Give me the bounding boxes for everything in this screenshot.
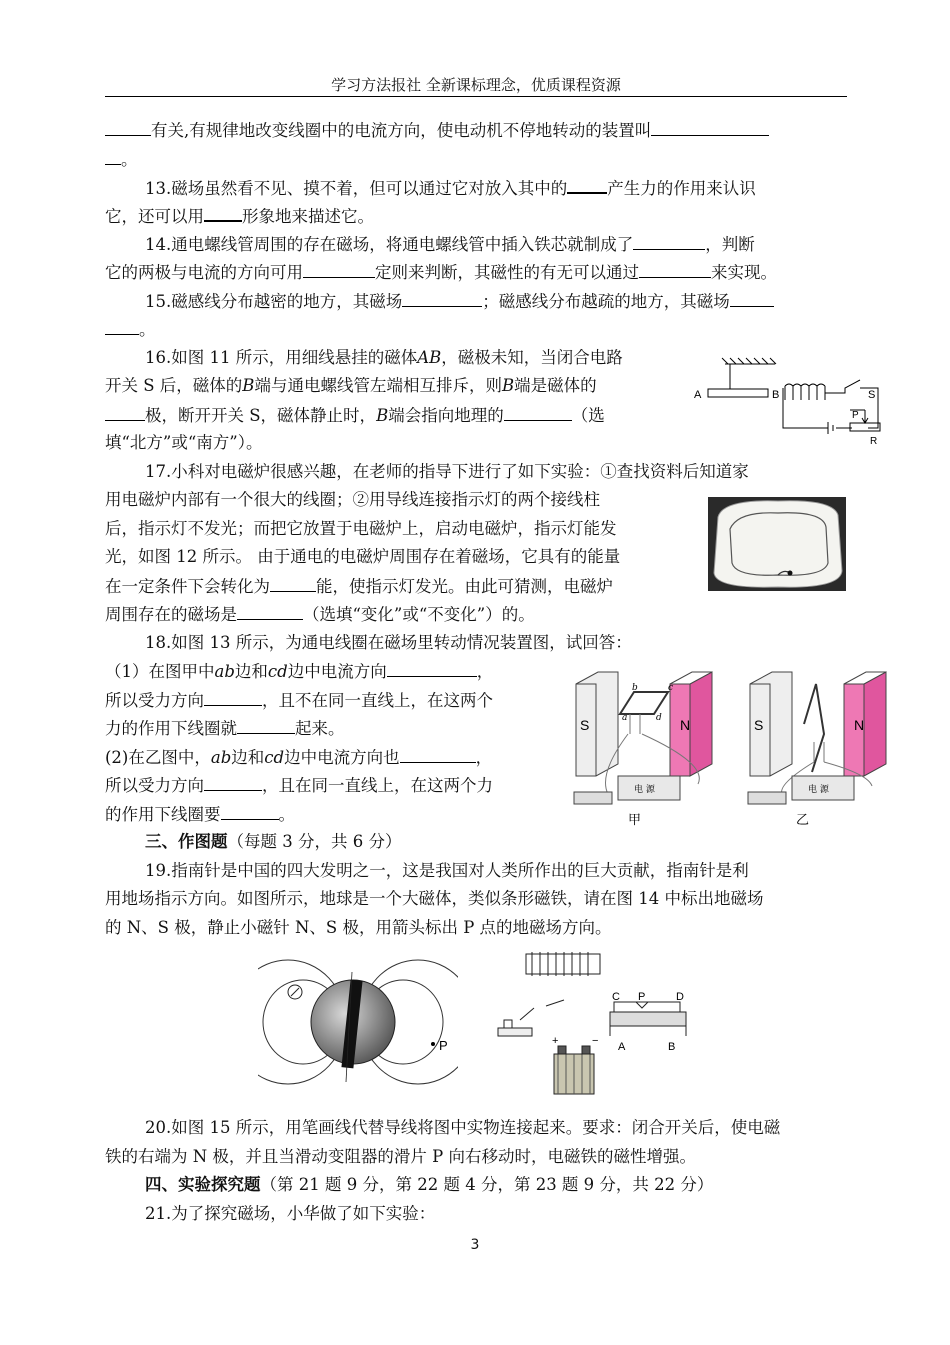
question-17-l4: [105, 546, 620, 568]
question-18-l5: [105, 746, 492, 769]
label-R: R: [870, 436, 878, 447]
text: 能，使指示灯发光。由此可猜测，电磁炉: [316, 577, 613, 596]
text: 14.通电螺线管周围的存在磁场，将通电螺线管中插入铁芯就制成了: [145, 235, 634, 254]
blank[interactable]: [504, 404, 572, 421]
fig15-P: P: [638, 991, 646, 1003]
text: ab: [210, 748, 232, 767]
text: （1）在图甲中: [105, 662, 215, 681]
blank[interactable]: [237, 603, 303, 620]
fig13-yi-power: 电 源: [808, 785, 829, 795]
text: 。: [278, 805, 295, 824]
fig13-yi-N: N: [854, 717, 865, 733]
fig13-yi-S: S: [754, 717, 764, 733]
question-17-l2: [105, 489, 600, 511]
text: ，: [476, 662, 494, 681]
text: 所以受力方向: [105, 776, 204, 795]
text: 光，如图 12 所示。 由于通电的电磁炉周围存在着磁场，它具有的能量: [105, 547, 621, 566]
text: 它，还可以用: [105, 207, 204, 226]
text: 力的作用下线圈就: [105, 719, 237, 738]
blank[interactable]: [651, 119, 769, 136]
line-2: [105, 148, 138, 171]
text: 后，指示灯不发光；而把它放置于电磁炉上，启动电磁炉，指示灯能发: [105, 519, 617, 538]
header-rule: [105, 96, 847, 97]
question-16-l4: [105, 432, 263, 454]
text: ，且不在同一直线上，在这两个: [262, 691, 493, 710]
question-20: [145, 1117, 780, 1139]
question-15-cont: [105, 318, 156, 341]
question-19-l3: [105, 917, 612, 939]
text: 20.如图 15 所示，用笔画线代替导线将图中实物连接起来。要求：闭合开关后，使电磁: [145, 1118, 781, 1137]
question-17-l3: [105, 518, 617, 540]
question-16-l3: [105, 404, 605, 427]
text: (2)在乙图中，: [105, 748, 211, 767]
text: cd: [267, 662, 288, 681]
text: 端会指向地理的: [388, 406, 504, 425]
fig13-b: b: [632, 683, 638, 693]
text: 定则来判断，其磁性的有无可以通过: [375, 263, 639, 282]
text: 用地场指示方向。如图所示，地球是一个大磁体，类似条形磁铁，请在图 14 中标出地磁场: [105, 889, 764, 908]
label-P: P: [852, 410, 859, 421]
fig13-label-yi: 乙: [796, 813, 810, 828]
blank[interactable]: [730, 290, 774, 307]
text: 18.如图 13 所示，为通电线圈在磁场里转动情况装置图，试回答：: [145, 633, 632, 652]
question-17-l6: [105, 603, 535, 626]
question-14-cont: [105, 261, 777, 284]
text: B: [242, 376, 255, 395]
question-13: [145, 176, 756, 200]
text: 边和: [231, 748, 265, 767]
blank[interactable]: [237, 717, 295, 734]
question-18: [145, 632, 632, 654]
figure-13-diagram: [568, 664, 890, 830]
text: 边和: [234, 662, 268, 681]
fig13-c: c: [668, 683, 674, 693]
fig15-D: D: [676, 991, 684, 1003]
page-number: 3: [470, 1237, 480, 1253]
question-18-l2: [105, 660, 493, 683]
question-21: [145, 1203, 435, 1225]
blank[interactable]: [387, 660, 477, 677]
fig13-d: d: [656, 713, 662, 723]
section-4-heading: [145, 1174, 713, 1196]
text: B: [501, 376, 515, 395]
blank[interactable]: [567, 176, 607, 194]
fig15-minus: −: [592, 1035, 599, 1047]
question-18-l4: [105, 717, 345, 740]
text: 端与通电螺线管左端相互排斥，则: [254, 376, 502, 395]
text: ，判断: [705, 235, 755, 254]
text: 起来。: [295, 719, 345, 738]
blank[interactable]: [221, 803, 279, 820]
fig13-jia-S: S: [580, 717, 590, 733]
text: ，磁极未知，当闭合电路: [441, 348, 623, 367]
question-18-l6: [105, 774, 493, 797]
text: 17.小科对电磁炉很感兴趣，在老师的指导下进行了如下实验：①查找资料后知道家: [145, 462, 749, 481]
fig13-jia-N: N: [680, 717, 691, 733]
text: 有关,有规律地改变线圈中的电流方向，使电动机不停地转动的装置叫: [151, 121, 652, 140]
text: 极，断开开关 S，磁体静止时，: [145, 406, 377, 425]
text: B: [376, 406, 389, 425]
figure-11-diagram: [690, 348, 890, 448]
question-17: [145, 461, 749, 483]
question-17-l5: [105, 575, 613, 598]
section-3-heading: [145, 831, 401, 853]
text: 的 N、S 极，静止小磁针 N、S 极，用箭头标出 P 点的地磁场方向。: [105, 918, 612, 937]
text: 19.指南针是中国的四大发明之一，这是我国对人类所作出的巨大贡献，指南针是利: [145, 861, 749, 880]
figure-15-apparatus: [486, 942, 696, 1120]
text: 周围存在的磁场是: [105, 605, 237, 624]
text: AB: [417, 348, 442, 367]
blank[interactable]: [105, 404, 145, 421]
blank[interactable]: [639, 261, 711, 278]
text: 。: [121, 150, 138, 169]
text: 16.如图 11 所示，用细线悬挂的磁体: [145, 348, 418, 367]
question-13-cont: [105, 204, 374, 228]
fig14-P: P: [439, 1038, 448, 1053]
blank[interactable]: [204, 689, 262, 706]
question-14: [145, 233, 755, 256]
line-1: [105, 119, 769, 142]
text: 它的两极与电流的方向可用: [105, 263, 303, 282]
fig13-label-jia: 甲: [628, 813, 642, 828]
fig13-jia-power: 电 源: [634, 785, 655, 795]
label-S: S: [868, 389, 876, 401]
text: 的作用下线圈要: [105, 805, 221, 824]
label-B: B: [772, 389, 780, 401]
text: 填“北方”或“南方”）。: [105, 433, 263, 452]
text: （选填“变化”或“不变化”）的。: [303, 605, 535, 624]
question-16: [145, 347, 623, 369]
text: 产生力的作用来认识: [607, 179, 756, 198]
text: 来实现。: [711, 263, 777, 282]
fig13-a: a: [622, 713, 628, 723]
text: 三、作图题: [145, 832, 228, 851]
question-18-l7: [105, 803, 295, 826]
text: 用电磁炉内部有一个很大的线圈；②用导线连接指示灯的两个接线柱: [105, 490, 600, 509]
figure-12-photo: [708, 497, 846, 591]
text: ，: [475, 748, 493, 767]
blank[interactable]: [105, 148, 121, 165]
blank[interactable]: [204, 204, 242, 222]
text: （每题 3 分，共 6 分）: [227, 832, 402, 851]
question-15: [145, 290, 774, 313]
figure-14-earth: [258, 952, 458, 1092]
blank[interactable]: [402, 290, 482, 307]
text: 21.为了探究磁场，小华做了如下实验：: [145, 1204, 436, 1223]
text: ，且在同一直线上，在这两个力: [262, 776, 493, 795]
text: 13.磁场虽然看不见、摸不着，但可以通过它对放入其中的: [145, 179, 568, 198]
text: ab: [214, 662, 235, 681]
blank[interactable]: [400, 746, 476, 763]
label-A: A: [694, 389, 702, 401]
page-header: 学习方法报社 全新课标理念，优质课程资源: [331, 76, 621, 94]
fig15-A: A: [618, 1041, 626, 1053]
question-18-l3: [105, 689, 493, 712]
question-19: [145, 860, 749, 882]
text: 四、实验探究题: [145, 1175, 261, 1194]
blank[interactable]: [105, 318, 139, 335]
question-19-l2: [105, 888, 764, 910]
text: （选: [571, 406, 605, 425]
text: 15.磁感线分布越密的地方，其磁场: [145, 292, 403, 311]
fig15-B: B: [668, 1041, 676, 1053]
text: 边中电流方向: [287, 662, 387, 681]
blank[interactable]: [303, 261, 375, 278]
text: 边中电流方向也: [284, 748, 400, 767]
text: cd: [264, 748, 285, 767]
question-16-l2: [105, 375, 597, 397]
blank[interactable]: [105, 119, 151, 136]
blank[interactable]: [633, 233, 705, 250]
fig15-plus: +: [552, 1035, 559, 1047]
text: 。: [139, 320, 156, 339]
text: 形象地来描述它。: [242, 207, 374, 226]
text: 端是磁体的: [514, 376, 597, 395]
question-20-l2: [105, 1146, 696, 1168]
text: 所以受力方向: [105, 691, 204, 710]
fig15-C: C: [612, 991, 620, 1003]
blank[interactable]: [270, 575, 316, 592]
text: 铁的右端为 N 极，并且当滑动变阻器的滑片 P 向右移动时，电磁铁的磁性增强。: [105, 1147, 697, 1166]
blank[interactable]: [204, 774, 262, 791]
text: 开关 S 后，磁体的: [105, 376, 243, 395]
text: 在一定条件下会转化为: [105, 577, 270, 596]
text: ；磁感线分布越疏的地方，其磁场: [482, 292, 730, 311]
text: （第 21 题 9 分，第 22 题 4 分，第 23 题 9 分，共 22 分）: [260, 1175, 714, 1194]
